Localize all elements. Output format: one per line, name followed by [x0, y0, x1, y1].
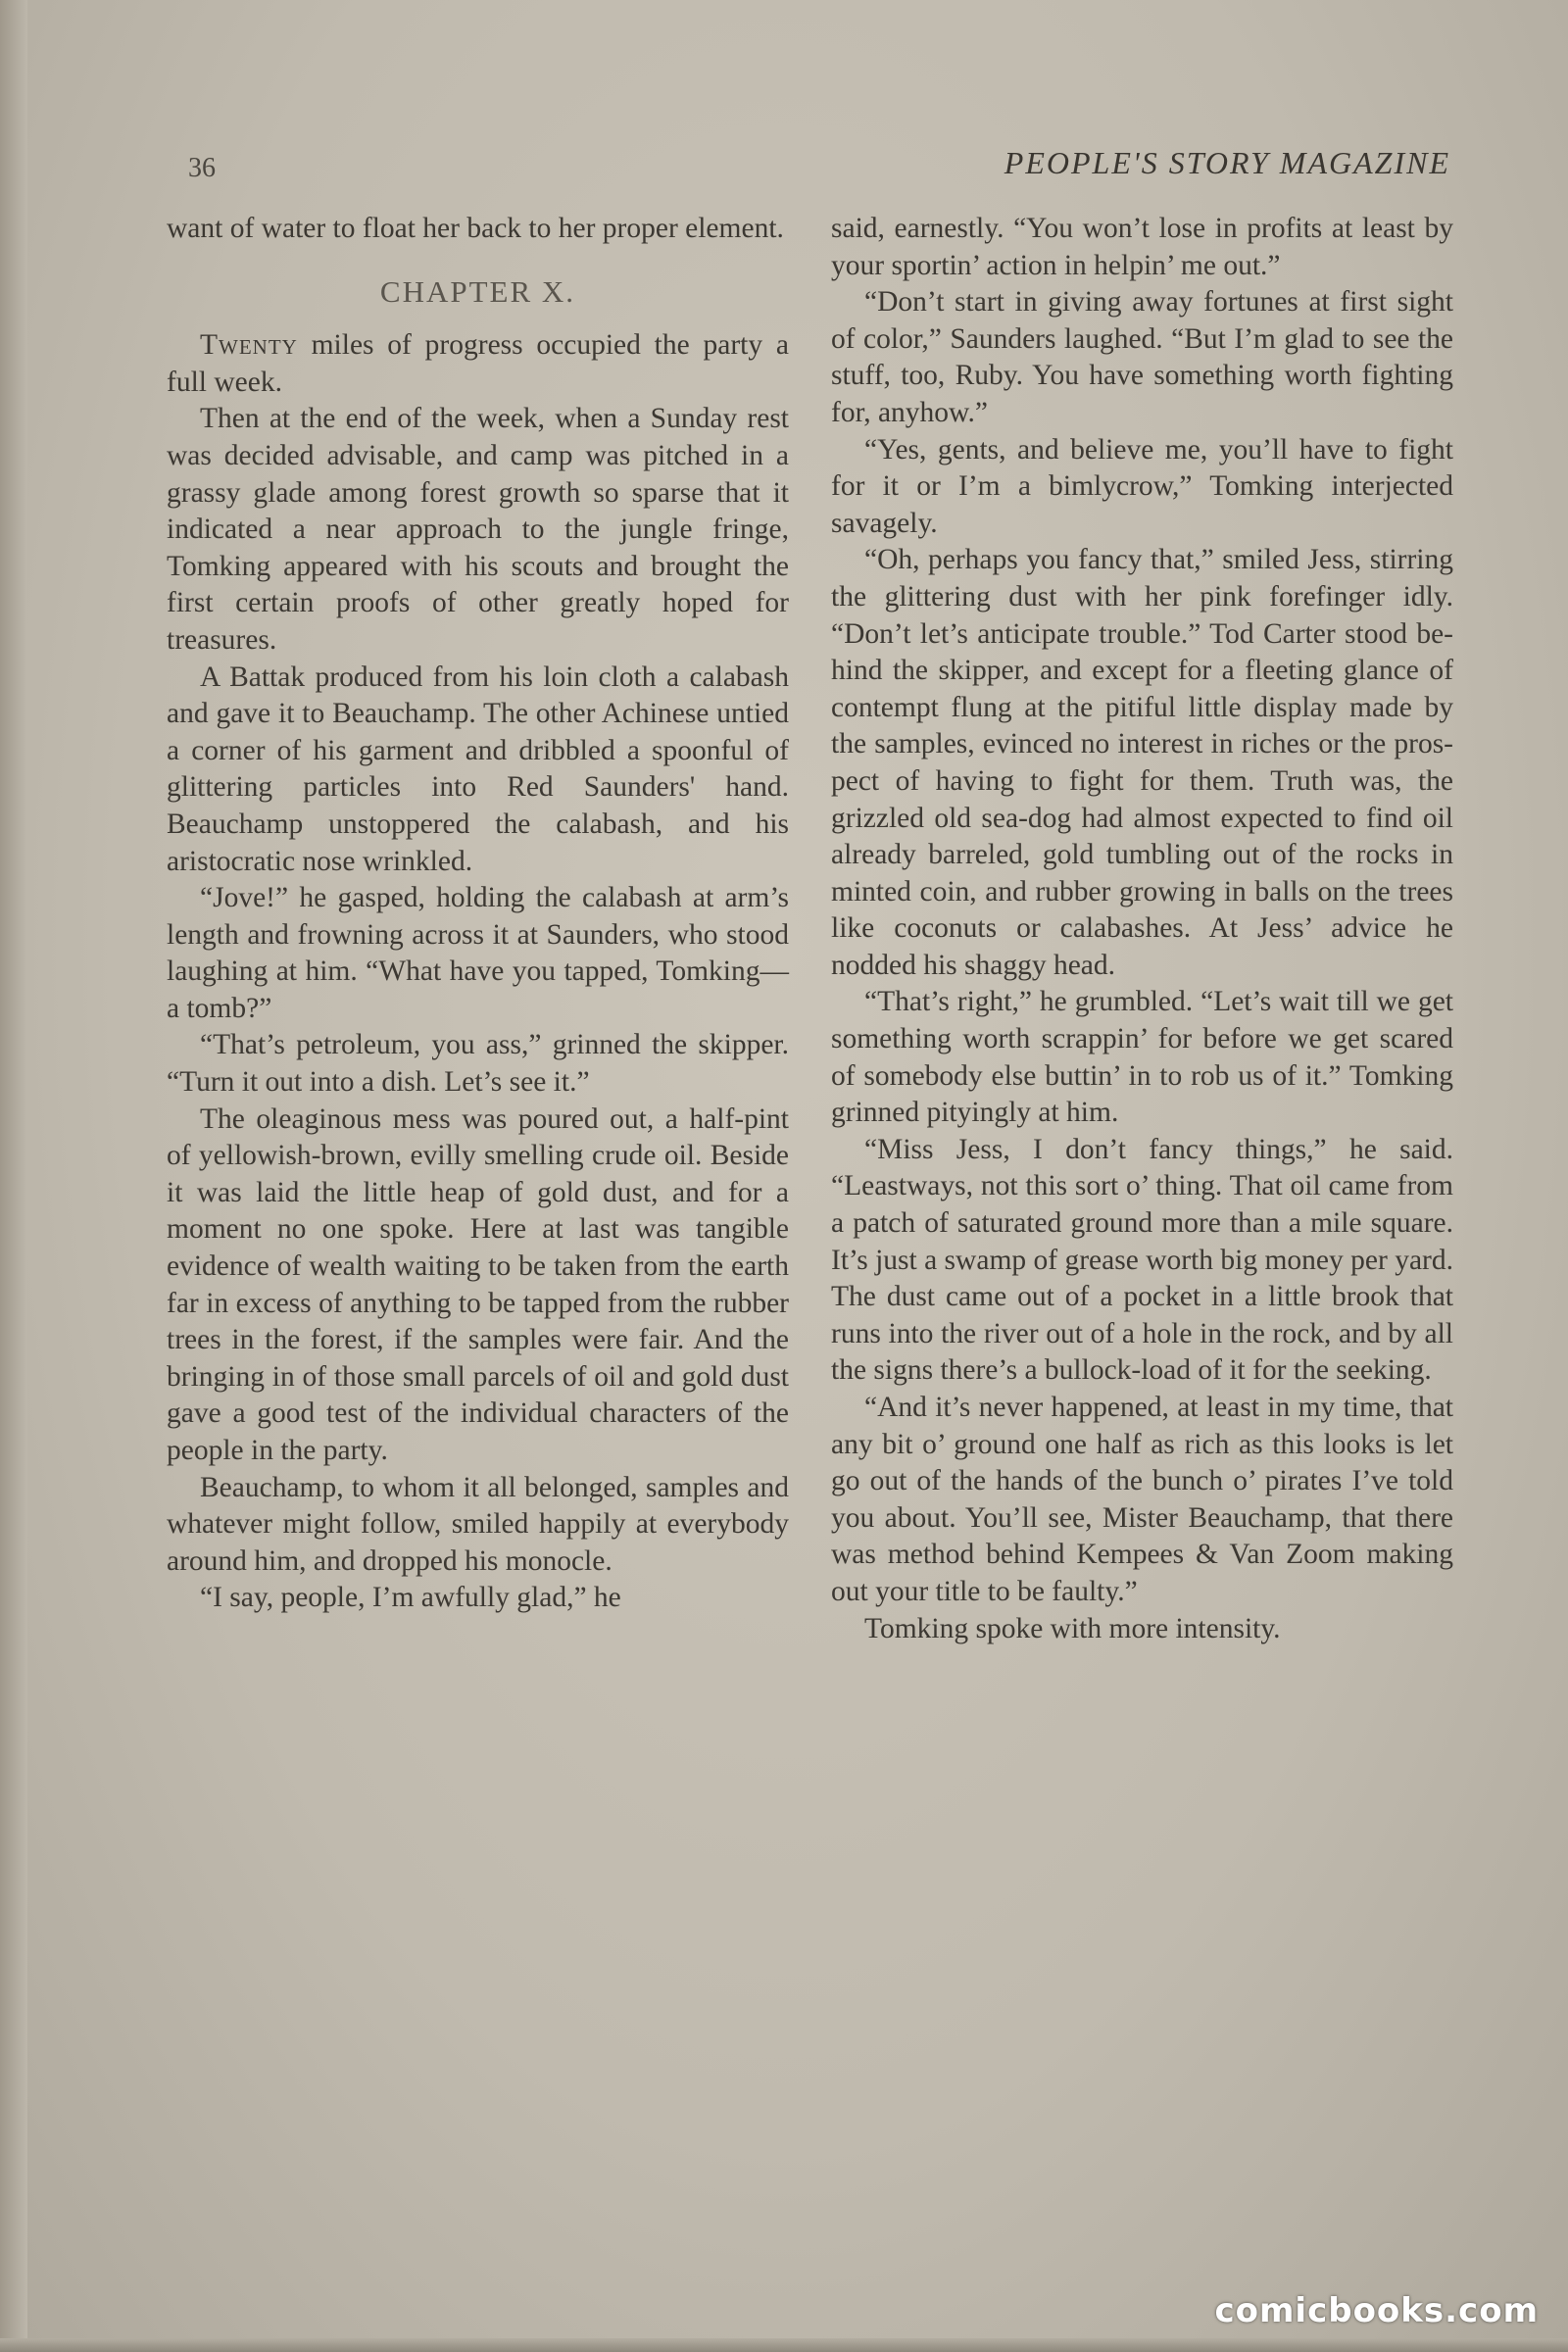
- paragraph: The oleaginous mess was poured out, a half-pint of yellowish-brown, evilly smelling crude oil. Beside it was laid the little heap of gold dust, and for a moment no one spoke. Here at last was tangible evidence of wealth waiting to be taken from the earth far in excess of anything to be tapped from the rubber trees in the forest, if the samples were fair. And the bringing in of those small parcels of oil and gold dust gave a good test of the individual characters of the people in the party.: [167, 1102, 789, 1466]
- chapter-opening-paragraph: [167, 327, 789, 401]
- paragraph: “Don’t start in giving away fortunes at first sight of color,” Saunders laughed. “But I’m glad to see the stuff, too, Ruby. You have something worth fighting for, anyhow.”: [831, 286, 1453, 428]
- paragraph: “That’s petroleum, you ass,” grinned the skipper. “Turn it out into a dish. Let’s see it.”: [167, 1029, 789, 1099]
- paragraph: “Yes, gents, and believe me, you’ll have to fight for it or I’m a bimlycrow,” Tomking interjected savagely.: [831, 433, 1453, 539]
- site-watermark: comicbooks.com: [1214, 2291, 1539, 2330]
- chapter-heading: CHAPTER X.: [379, 273, 576, 309]
- paragraph: “That’s right,” he grumbled. “Let’s wait till we get something worth scrappin’ for before we get scared of somebody else buttin’ in to rob us of it.” Tomking grinned pityingly at him.: [831, 986, 1453, 1129]
- running-head: [176, 145, 1450, 184]
- left-column: [167, 211, 789, 1617]
- paragraph: “Oh, perhaps you fancy that,” smiled Jess, stirring the glittering dust with her pink forefinger idly. “Don’t let’s anticipate trouble.” Tod Carter stood behind the skipper, and except for a fleeting glance of contempt flung at the pitiful little display made by the samples, evinced no interest in riches or the prospect of having to fight for them. Truth was, the grizzled old sea-dog had almost expected to find oil already barreled, gold tumbling out of the rocks in minted coin, and rubber growing in balls on the trees like coconuts or calabashes. At Jess’ advice he nodded his shaggy head.: [831, 544, 1453, 981]
- paragraph: “And it’s never happened, at least in my time, that any bit o’ ground one half as rich as this looks is let go out of the hands of the bunch o’ pirates I’ve told you about. You’ll see, Mister Beauchamp, that there was method behind Kempees & Van Zoom making out your title to be faulty.”: [831, 1392, 1453, 1607]
- page-number: 36: [188, 153, 216, 183]
- paragraph: “Miss Jess, I don’t fancy things,” he said. “Leastways, not this sort o’ thing. That oil came from a patch of saturated ground more than a mile square. It’s just a swamp of grease worth big money per yard. The dust came out of a pocket in a little brook that runs into the river out of a hole in the rock, and by all the signs there’s a bullock-load of it for the seeking.: [831, 1133, 1453, 1387]
- right-column: [831, 211, 1453, 1647]
- paragraph: Beauchamp, to whom it all belonged, samples and whatever might follow, smiled happily at everybody around him, and dropped his monocle.: [167, 1471, 789, 1577]
- paragraph: “Jove!” he gasped, holding the calabash at arm’s length and frowning across it at Saunders, who stood laughing at him. “What have you tapped, Tomking—a tomb?”: [167, 882, 789, 1024]
- paragraph: A Battak produced from his loin cloth a calabash and gave it to Beauchamp. The other Achinese untied a corner of his garment and dribbled a spoonful of glittering particles into Red Saunders' hand. Beauchamp unstoppered the calabash, and his aristocratic nose wrinkled.: [167, 661, 789, 877]
- paragraph: “I say, people, I’m awfully glad,” he: [200, 1582, 621, 1614]
- paragraph: Tomking spoke with more intensity.: [864, 1612, 1281, 1644]
- paragraph: Then at the end of the week, when a Sunday rest was decided advisable, and camp was pitched in a grassy glade among forest growth so sparse that it indicated a near approach to the jungle fringe, Tomking appeared with his scouts and brought the first certain proofs of other greatly hoped for treasures.: [167, 403, 789, 656]
- page-bottom-edge: [0, 2338, 1568, 2352]
- magazine-title: PEOPLE'S STORY MAGAZINE: [1004, 145, 1450, 180]
- continuation-paragraph: want of water to float her back to her proper element.: [167, 213, 784, 244]
- continuation-paragraph: said, earnestly. “You won’t lose in profits at least by your sportin’ action in helpin’ me out.”: [831, 213, 1453, 281]
- binding-edge: [0, 0, 27, 2352]
- chapter-first-rest: miles of progress occupied the party a full week.: [167, 329, 789, 398]
- chapter-first-word: Twenty: [200, 329, 298, 362]
